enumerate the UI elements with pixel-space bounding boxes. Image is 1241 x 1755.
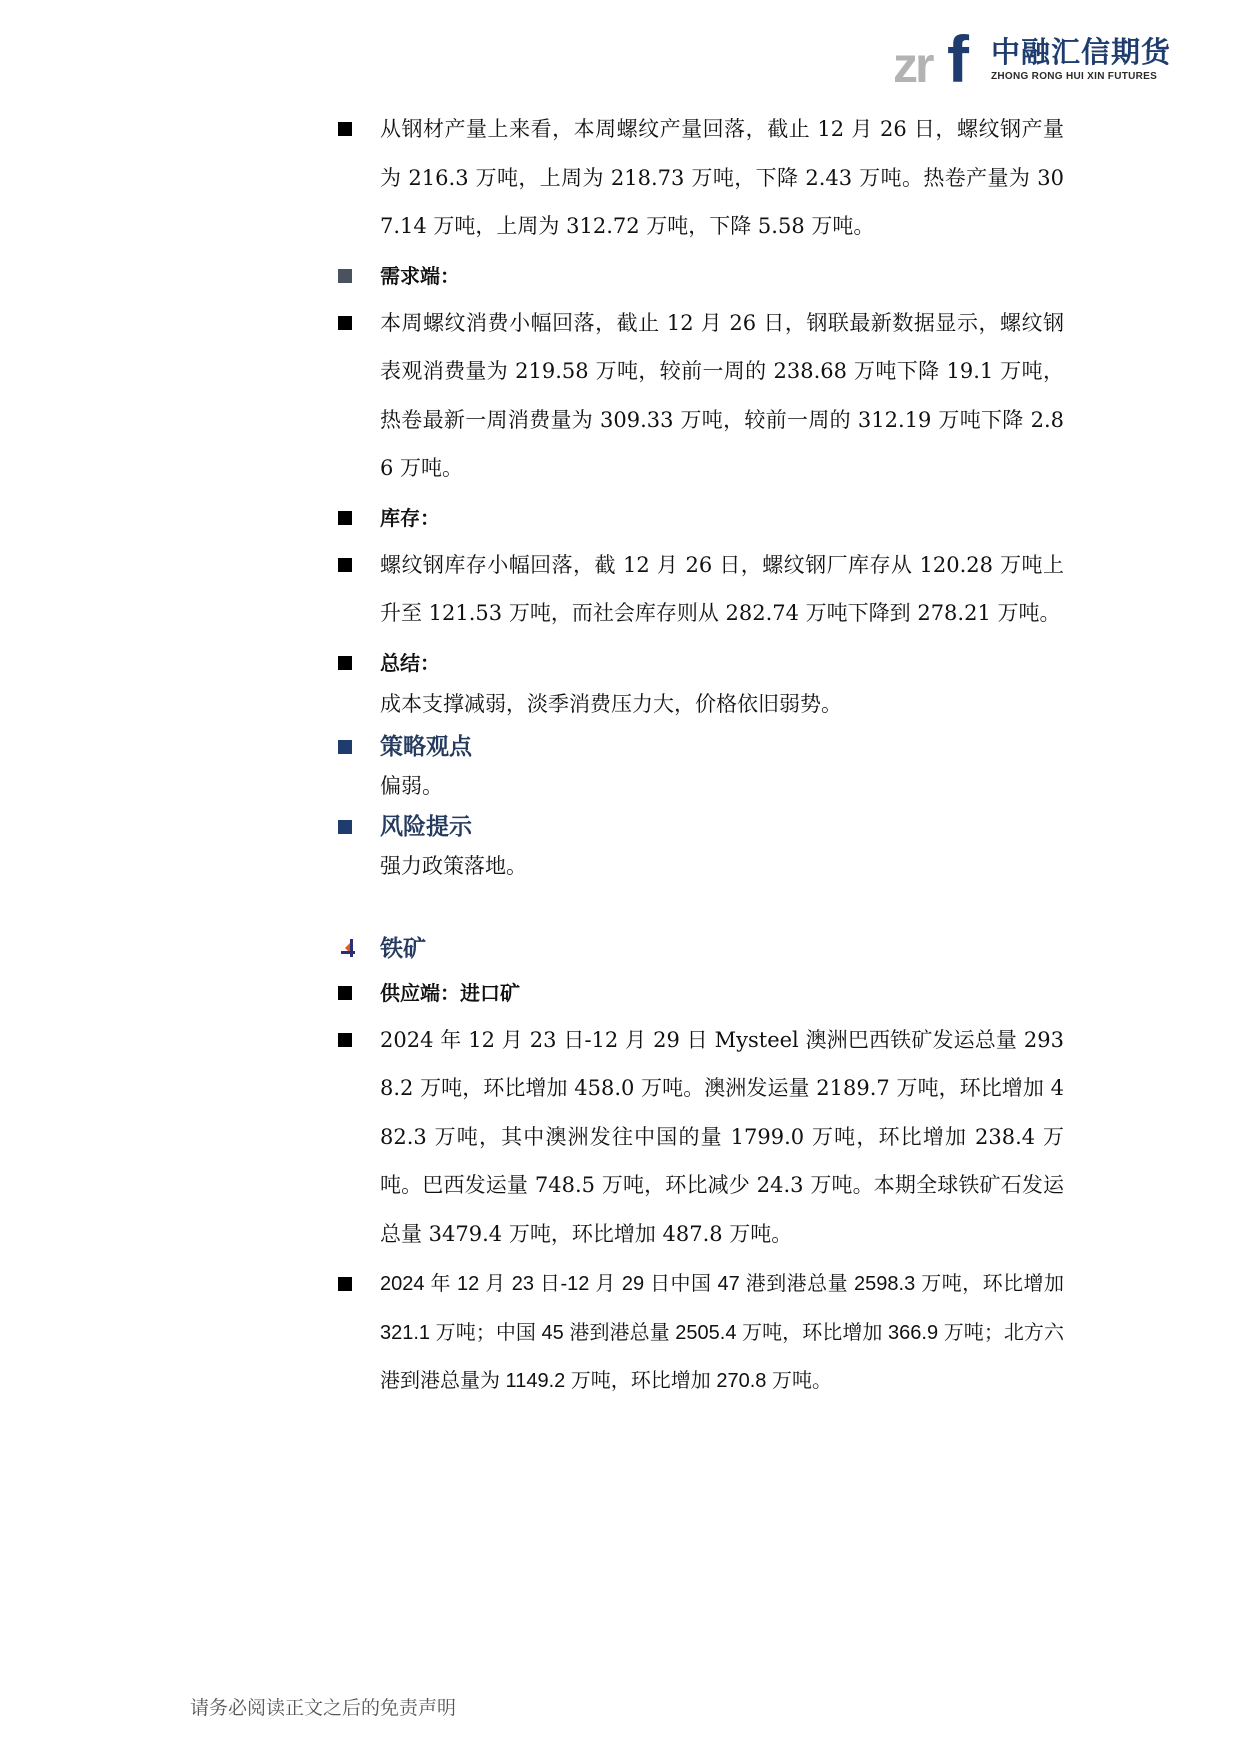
steel-output-paragraph: 从钢材产量上来看，本周螺纹产量回落，截止 12 月 26 日，螺纹钢产量为 216.3 万吨，上周为 218.73 万吨，下降 2.43 万吨。热卷产量为 307.14 万吨，上周为 312.72 万吨，下降 5.58 万吨。 [380, 117, 1064, 238]
square-bullet-icon [338, 316, 352, 330]
steel-output-item [380, 105, 1064, 251]
demand-item [380, 299, 1064, 493]
iron-ore-heading-item [380, 928, 1064, 970]
inventory-paragraph: 螺纹钢库存小幅回落，截 12 月 26 日，螺纹钢厂库存从 120.28 万吨上升至 121.53 万吨，而社会库存则从 282.74 万吨下降到 278.21 万吨。 [380, 552, 1064, 625]
inventory-label: 库存： [380, 505, 440, 530]
disclaimer-footer: 请务必阅读正文之后的免责声明 [190, 1697, 457, 1719]
supply-label: 供应端：进口矿 [380, 980, 520, 1005]
inventory-item [380, 541, 1064, 638]
risk-text: 强力政策落地。 [380, 853, 527, 878]
strategy-text: 偏弱。 [380, 773, 443, 798]
square-bullet-icon [338, 740, 352, 754]
logo-mark-zr: zr [892, 37, 932, 93]
square-bullet-icon [338, 511, 352, 525]
shipment-item [380, 1016, 1064, 1259]
risk-heading: 风险提示 [380, 813, 472, 840]
company-name-cn: 中融汇信期货 [990, 35, 1171, 69]
inventory-label-item [380, 495, 1064, 541]
square-bullet-icon [338, 558, 352, 572]
strategy-heading: 策略观点 [380, 733, 472, 760]
square-bullet-icon [338, 656, 352, 670]
shipment-paragraph: 2024 年 12 月 23 日-12 月 29 日 Mysteel 澳洲巴西铁矿发运总量 2938.2 万吨，环比增加 458.0 万吨。澳洲发运量 2189.7 万吨，环比增加 482.3 万吨，其中澳洲发往中国的量 1799.0 万吨，环比增加 238.4 万吨。巴西发运量 748.5 万吨，环比减少 24.3 万吨。本期全球铁矿石发运总量 3479.4 万吨，环比增加 487.8 万吨。 [380, 1027, 1064, 1246]
demand-paragraph: 本周螺纹消费小幅回落，截止 12 月 26 日，钢联最新数据显示，螺纹钢表观消费量为 219.58 万吨，较前一周的 238.68 万吨下降 19.1 万吨，热卷最新一周消费量为 309.33 万吨，较前一周的 312.19 万吨下降 2.86 万吨。 [380, 310, 1064, 480]
summary-label-item [380, 640, 1064, 686]
risk-heading-item [380, 806, 1064, 848]
report-content [380, 105, 1064, 1406]
iron-ore-heading: 铁矿 [380, 935, 426, 962]
square-bullet-icon [338, 1033, 352, 1047]
logo-mark [892, 22, 985, 96]
demand-label: 需求端： [380, 263, 460, 288]
square-bullet-icon [338, 820, 352, 834]
logo-mark-f: f [946, 22, 969, 96]
summary-text: 成本支撑减弱，淡季消费压力大，价格依旧弱势。 [380, 691, 842, 716]
strategy-heading-item [380, 726, 1064, 768]
arrival-paragraph: 2024 年 12 月 23 日-12 月 29 日中国 47 港到港总量 2598.3 万吨，环比增加 321.1 万吨；中国 45 港到港总量 2505.4 万吨，环比增加 366.9 万吨；北方六港到港总量为 1149.2 万吨，环比增加 270.8 万吨。 [380, 1273, 1064, 1392]
logo-text [991, 36, 1171, 82]
company-logo [892, 22, 1171, 96]
square-bullet-icon [338, 269, 352, 283]
square-bullet-icon [338, 1277, 352, 1291]
demand-label-item [380, 253, 1064, 299]
company-name-en: ZHONG RONG HUI XIN FUTURES [990, 71, 1158, 82]
supply-label-item [380, 970, 1064, 1016]
square-bullet-icon [338, 986, 352, 1000]
summary-label: 总结： [380, 650, 440, 675]
section-arrow-icon [338, 939, 360, 959]
arrival-item [380, 1260, 1064, 1406]
square-bullet-icon [338, 122, 352, 136]
